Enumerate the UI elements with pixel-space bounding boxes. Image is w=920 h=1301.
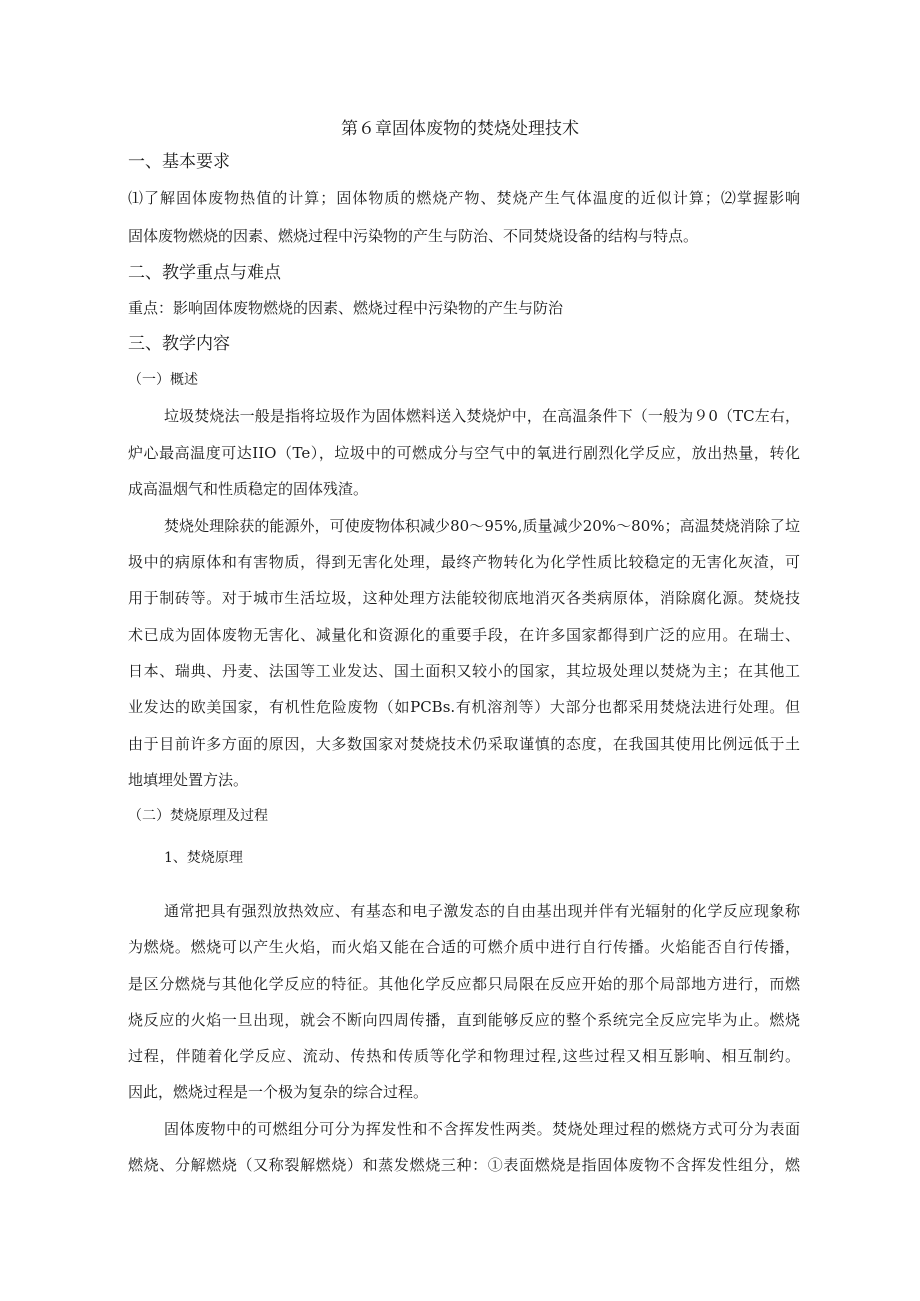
paragraph-line: 焚烧处理除获的能源外，可使废物体积减少80～95%,质量减少20%～80%；高温焚烧消除了垃	[164, 517, 800, 535]
key-points-line: 重点：影响固体废物燃烧的因素、燃烧过程中污染物的产生与防治	[128, 299, 564, 317]
paragraph-line: 由于目前许多方面的原因，大多数国家对焚烧技术仍采取谨慎的态度，在我国其使用比例远低于土	[128, 735, 800, 753]
paragraph-line: 成高温烟气和性质稳定的固体残渣。	[128, 480, 369, 498]
requirements-line-1: ⑴了解固体废物热值的计算；固体物质的燃烧产物、焚烧产生气体温度的近似计算；⑵掌握影响	[128, 189, 800, 207]
section-heading-content: 三、教学内容	[128, 334, 230, 354]
paragraph-line: 固体废物中的可燃组分可分为挥发性和不含挥发性两类。焚烧处理过程的燃烧方式可分为表面	[164, 1120, 800, 1138]
section-heading-requirements: 一、基本要求	[128, 152, 230, 172]
requirements-line-2: 固体废物燃烧的因素、燃烧过程中污染物的产生与防治、不同焚烧设备的结构与特点。	[128, 227, 699, 245]
paragraph-line: 因此，燃烧过程是一个极为复杂的综合过程。	[128, 1083, 429, 1101]
paragraph-line: 过程，伴随着化学反应、流动、传热和传质等化学和物理过程,这些过程又相互影响、相互制约。	[128, 1047, 800, 1065]
paragraph-line: 术已成为固体废物无害化、减量化和资源化的重要手段，在许多国家都得到广泛的应用。在瑞士、	[128, 626, 800, 644]
section-heading-key-points: 二、教学重点与难点	[128, 263, 281, 283]
paragraph-line: 燃烧、分解燃烧（又称裂解燃烧）和蒸发燃烧三种：①表面燃烧是指固体废物不含挥发性组分，燃	[128, 1156, 800, 1174]
paragraph-line: 垃圾焚烧法一般是指将垃圾作为固体燃料送入焚烧炉中，在高温条件下（一般为９0（TC左右，	[164, 407, 800, 425]
paragraph-line: 是区分燃烧与其他化学反应的特征。其他化学反应都只局限在反应开始的那个局部地方进行，而燃	[128, 975, 800, 993]
subsection-principle: 1、焚烧原理	[164, 850, 243, 866]
paragraph-line: 为燃烧。燃烧可以产生火焰，而火焰又能在合适的可燃介质中进行自行传播。火焰能否自行传播，	[128, 938, 800, 956]
paragraph-line: 通常把具有强烈放热效应、有基态和电子激发态的自由基出现并伴有光辐射的化学反应现象称	[164, 902, 800, 920]
paragraph-line: 用于制砖等。对于城市生活垃圾，这种处理方法能较彻底地消灭各类病原体，消除腐化源。焚烧技	[128, 589, 800, 607]
paragraph-line: 烧反应的火焰一旦出现，就会不断向四周传播，直到能够反应的整个系统完全反应完毕为止。燃烧	[128, 1011, 800, 1029]
paragraph-line: 地填埋处置方法。	[128, 771, 249, 789]
subsection-principle-process: （二）焚烧原理及过程	[128, 808, 268, 824]
subsection-overview: （一）概述	[128, 372, 198, 388]
paragraph-line: 圾中的病原体和有害物质，得到无害化处理，最终产物转化为化学性质比较稳定的无害化灰渣，可	[128, 553, 800, 571]
paragraph-line: 日本、瑞典、丹麦、法国等工业发达、国土面积又较小的国家，其垃圾处理以焚烧为主；在其他工	[128, 662, 800, 680]
paragraph-line: 炉心最高温度可达IIO（Te），垃圾中的可燃成分与空气中的氧进行剧烈化学反应，放出热量，转化	[128, 444, 800, 462]
paragraph-line: 业发达的欧美国家，有机性危险废物（如PCBs.有机溶剂等）大部分也都采用焚烧法进行处理。但	[128, 698, 800, 716]
page-title: 第６章固体废物的焚烧处理技术	[341, 119, 579, 139]
